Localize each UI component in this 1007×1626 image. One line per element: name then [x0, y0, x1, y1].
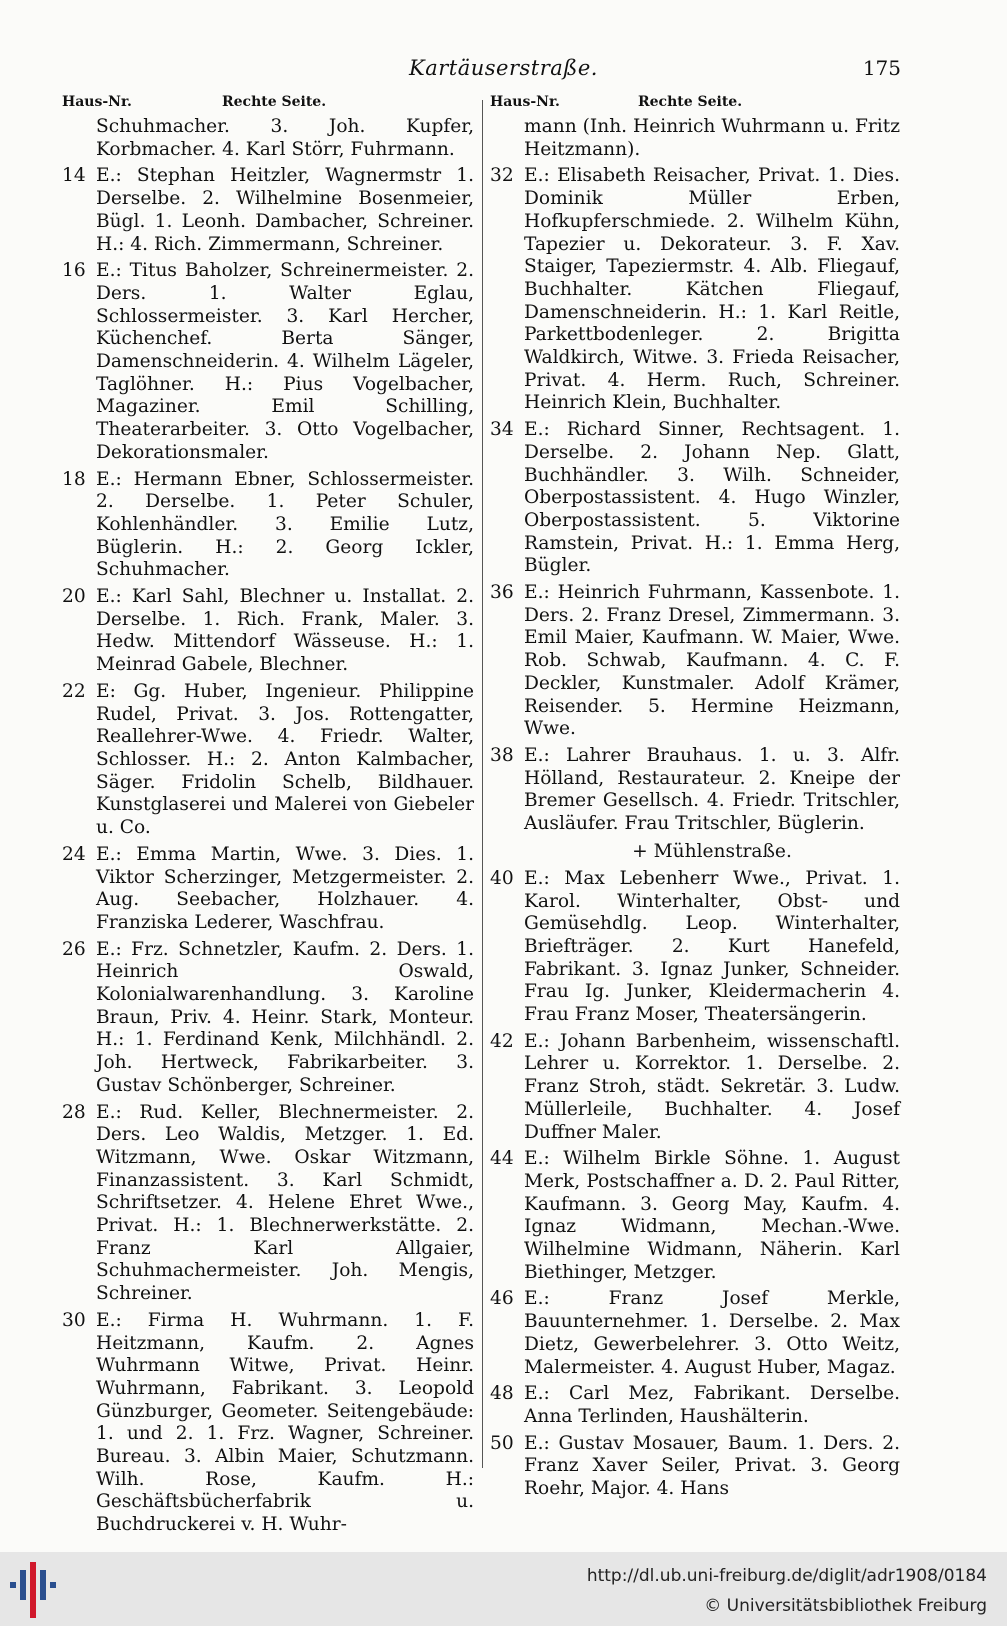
left-column-header — [62, 92, 474, 116]
house-number: 40 — [490, 867, 514, 889]
house-number: 42 — [490, 1030, 514, 1052]
house-entry — [62, 116, 474, 161]
house-entry — [62, 681, 474, 840]
house-number: 38 — [490, 744, 514, 766]
house-entry — [490, 1433, 900, 1501]
right-column-header — [490, 92, 900, 116]
entry-text: E.: Carl Mez, Fabrikant. Derselbe. Anna Terlinden, Haushälterin. — [524, 1383, 900, 1427]
house-number: 36 — [490, 582, 514, 604]
entry-text: E.: Wilhelm Birkle Söhne. 1. August Merk, Postschaffner a. D. 2. Paul Ritter, Kaufmann. 3. Georg May, Kaufm. 4. Ignaz Widmann, Mechan.-Wwe. Wilhelmine Widmann, Näherin. Karl Biethinger, Metzger. — [524, 1148, 900, 1283]
entry-text: E.: Johann Barbenheim, wissenschaftl. Lehrer u. Korrektor. 1. Derselbe. 2. Franz Stroh, städt. Sekretär. 3. Ludw. Müllerleile, Buchhalter. 4. Josef Duffner Maler. — [524, 1030, 900, 1143]
side-heading: Rechte Seite. — [222, 94, 327, 110]
house-number: 50 — [490, 1432, 514, 1454]
house-number: 16 — [62, 260, 86, 282]
entry-text: E.: Franz Josef Merkle, Bauunternehmer. 1. Derselbe. 2. Max Dietz, Gewerbelehrer. 3. Otto Weitz, Malermeister. 4. August Huber, Magaz. — [524, 1288, 900, 1378]
right-column — [490, 92, 900, 1505]
entry-text: E.: Titus Baholzer, Schreinermeister. 2. Ders. 1. Walter Eglau, Schlossermeister. 3. Karl Hercher, Küchenchef. Berta Sänger, Damenschneiderin. 4. Wilhelm Lägeler, Taglöhner. H.: Pius Vogelbacher, Magaziner. Emil Schilling, Theaterarbeiter. 3. Otto Vogelbacher, Dekorationsmaler. — [96, 260, 474, 463]
left-column — [62, 92, 474, 1541]
house-entry — [490, 868, 900, 1027]
right-entries — [490, 116, 900, 1501]
house-number-heading: Haus-Nr. — [490, 94, 560, 110]
entry-text: E.: Richard Sinner, Rechtsagent. 1. Derselbe. 2. Johann Nep. Glatt, Buchhändler. 3. Wilh. Schneider, Oberpostassistent. 4. Hugo Winzler, Oberpostassistent. 5. Viktorine Ramstein, Privat. H.: 1. Emma Herg, Bügler. — [524, 419, 900, 577]
entry-text: E.: Gustav Mosauer, Baum. 1. Ders. 2. Franz Xaver Seiler, Privat. 3. Georg Roehr, Major. 4. Hans — [524, 1432, 900, 1500]
left-entries — [62, 116, 474, 1537]
house-number: 24 — [62, 843, 86, 865]
permalink-link[interactable]: http://dl.ub.uni-freiburg.de/diglit/adr1908/0184 — [586, 1566, 987, 1586]
house-number: 20 — [62, 586, 86, 608]
entry-text: E.: Lahrer Brauhaus. 1. u. 3. Alfr. Hölland, Restaurateur. 2. Kneipe der Bremer Gesellsch. 4. Friedr. Tritschler, Ausläufer. Frau Tritschler, Büglerin. — [524, 744, 900, 835]
house-entry — [62, 260, 474, 464]
copyright-notice: © Universitätsbibliothek Freiburg — [704, 1596, 987, 1616]
house-number: 14 — [62, 165, 86, 187]
house-number-heading: Haus-Nr. — [62, 94, 132, 110]
entry-text: E.: Firma H. Wuhrmann. 1. F. Heitzmann, Kaufm. 2. Agnes Wuhrmann Witwe, Privat. Heinr. Wuhrmann, Fabrikant. 3. Leopold Günzburger, Geometer. Seitengebäude: 1. und 2. 1. Frz. Wagner, Schreiner. Bureau. 3. Albin Maier, Schutzmann. Wilh. Rose, Kaufm. H.: Geschäftsbücherfabrik u. Buchdruckerei v. H. Wuhr- — [96, 1309, 474, 1536]
entry-text: E.: Karl Sahl, Blechner u. Installat. 2. Derselbe. 1. Rich. Frank, Maler. 3. Hedw. Mittendorf Wässeuse. H.: 1. Meinrad Gabele, Blechner. — [96, 586, 474, 676]
page-number: 175 — [862, 56, 901, 80]
house-entry — [490, 419, 900, 578]
entry-text: E.: Max Lebenherr Wwe., Privat. 1. Karol. Winterhalter, Obst- und Gemüsehdlg. Leop. Winterhalter, Briefträger. 2. Kurt Hanefeld, Fabrikant. 3. Ignaz Junker, Schneider. Frau Ig. Junker, Kleidermacherin 4. Frau Franz Moser, Theatersängerin. — [524, 867, 900, 1026]
house-number: 32 — [490, 165, 514, 187]
page-title: Kartäuserstraße. — [409, 56, 598, 80]
entry-text: E.: Elisabeth Reisacher, Privat. 1. Dies. Dominik Müller Erben, Hofkupferschmiede. 2. Wilhelm Kühn, Tapezier u. Dekorateur. 3. F. Xav. Staiger, Tapeziermstr. 4. Alb. Fliegauf, Buchhalter. Kätchen Fliegauf, Damenschneiderin. H.: 1. Karl Reitle, Parkettbodenleger. 2. Brigitta Waldkirch, Witwe. 3. Frieda Reisacher, Privat. 4. Herm. Ruch, Schreiner. Heinrich Klein, Buchhalter. — [524, 165, 900, 414]
house-entry — [62, 1102, 474, 1306]
running-head — [0, 56, 1007, 86]
entry-text: Schuhmacher. 3. Joh. Kupfer, Korbmacher. 4. Karl Störr, Fuhrmann. — [96, 116, 474, 160]
column-divider — [482, 100, 483, 1468]
side-heading: Rechte Seite. — [638, 94, 743, 110]
house-entry — [62, 586, 474, 677]
house-number: 44 — [490, 1148, 514, 1170]
house-entry — [490, 1148, 900, 1284]
house-number: 18 — [62, 468, 86, 490]
entry-text: E: Gg. Huber, Ingenieur. Philippine Rudel, Privat. 3. Jos. Rottengatter, Reallehrer-Wwe. 4. Friedr. Walter, Schlosser. H.: 2. Anton Kalmbacher, Säger. Fridolin Schelb, Bildhauer. Kunstglaserei und Malerei von Giebeler u. Co. — [96, 680, 474, 839]
house-entry — [490, 165, 900, 415]
house-number: 28 — [62, 1101, 86, 1123]
house-entry — [62, 939, 474, 1098]
house-entry — [62, 1310, 474, 1537]
house-entry — [490, 1383, 900, 1428]
house-entry — [490, 582, 900, 741]
entry-text: mann (Inh. Heinrich Wuhrmann u. Fritz Heitzmann). — [524, 116, 900, 160]
house-entry — [62, 469, 474, 583]
house-entry — [490, 116, 900, 161]
house-number: 48 — [490, 1383, 514, 1405]
house-entry — [62, 165, 474, 256]
entry-text: E.: Frz. Schnetzler, Kaufm. 2. Ders. 1. Heinrich Oswald, Kolonialwarenhandlung. 3. Karoline Braun, Priv. 4. Heinr. Stark, Monteur. H.: 1. Ferdinand Kenk, Milchhändl. 2. Joh. Hertweck, Fabrikarbeiter. 3. Gustav Schönberger, Schreiner. — [96, 938, 474, 1096]
entry-text: E.: Stephan Heitzler, Wagnermstr 1. Derselbe. 2. Wilhelmine Bosenmeier, Bügl. 1. Leonh. Dambacher, Schreiner. H.: 4. Rich. Zimmermann, Schreiner. — [96, 165, 474, 255]
house-entry — [490, 1031, 900, 1145]
house-number: 30 — [62, 1309, 86, 1331]
entry-text: E.: Hermann Ebner, Schlossermeister. 2. Derselbe. 1. Peter Schuler, Kohlenhändler. 3. Emilie Lutz, Büglerin. H.: 2. Georg Ickler, Schuhmacher. — [96, 468, 474, 581]
house-number: 34 — [490, 419, 514, 441]
house-entry — [62, 844, 474, 935]
house-number: 26 — [62, 938, 86, 960]
cross-street-marker: + Mühlenstraße. — [632, 840, 792, 862]
house-number: 46 — [490, 1288, 514, 1310]
house-number: 22 — [62, 680, 86, 702]
house-entry — [490, 1288, 900, 1379]
entry-text: E.: Emma Martin, Wwe. 3. Dies. 1. Viktor Scherzinger, Metzgermeister. 2. Aug. Seebacher, Holzhauer. 4. Franziska Lederer, Waschfrau. — [96, 843, 474, 933]
house-entry — [490, 745, 900, 836]
viewer-footer — [0, 1552, 1007, 1626]
university-logo-icon — [8, 1560, 64, 1620]
entry-text: E.: Heinrich Fuhrmann, Kassenbote. 1. Ders. 2. Franz Dresel, Zimmermann. 3. Emil Maier, Kaufmann. W. Maier, Wwe. Rob. Schwab, Kaufmann. 4. C. F. Deckler, Kunstmaler. Adolf Krämer, Reisender. 5. Hermine Heizmann, Wwe. — [524, 582, 900, 740]
entry-text: E.: Rud. Keller, Blechnermeister. 2. Ders. Leo Waldis, Metzger. 1. Ed. Witzmann, Wwe. Oskar Witzmann, Finanzassistent. 3. Karl Schmidt, Schriftsetzer. 4. Helene Ehret Wwe., Privat. H.: 1. Blechnerwerkstätte. 2. Franz Karl Allgaier, Schuhmachermeister. Joh. Mengis, Schreiner. — [96, 1101, 474, 1305]
